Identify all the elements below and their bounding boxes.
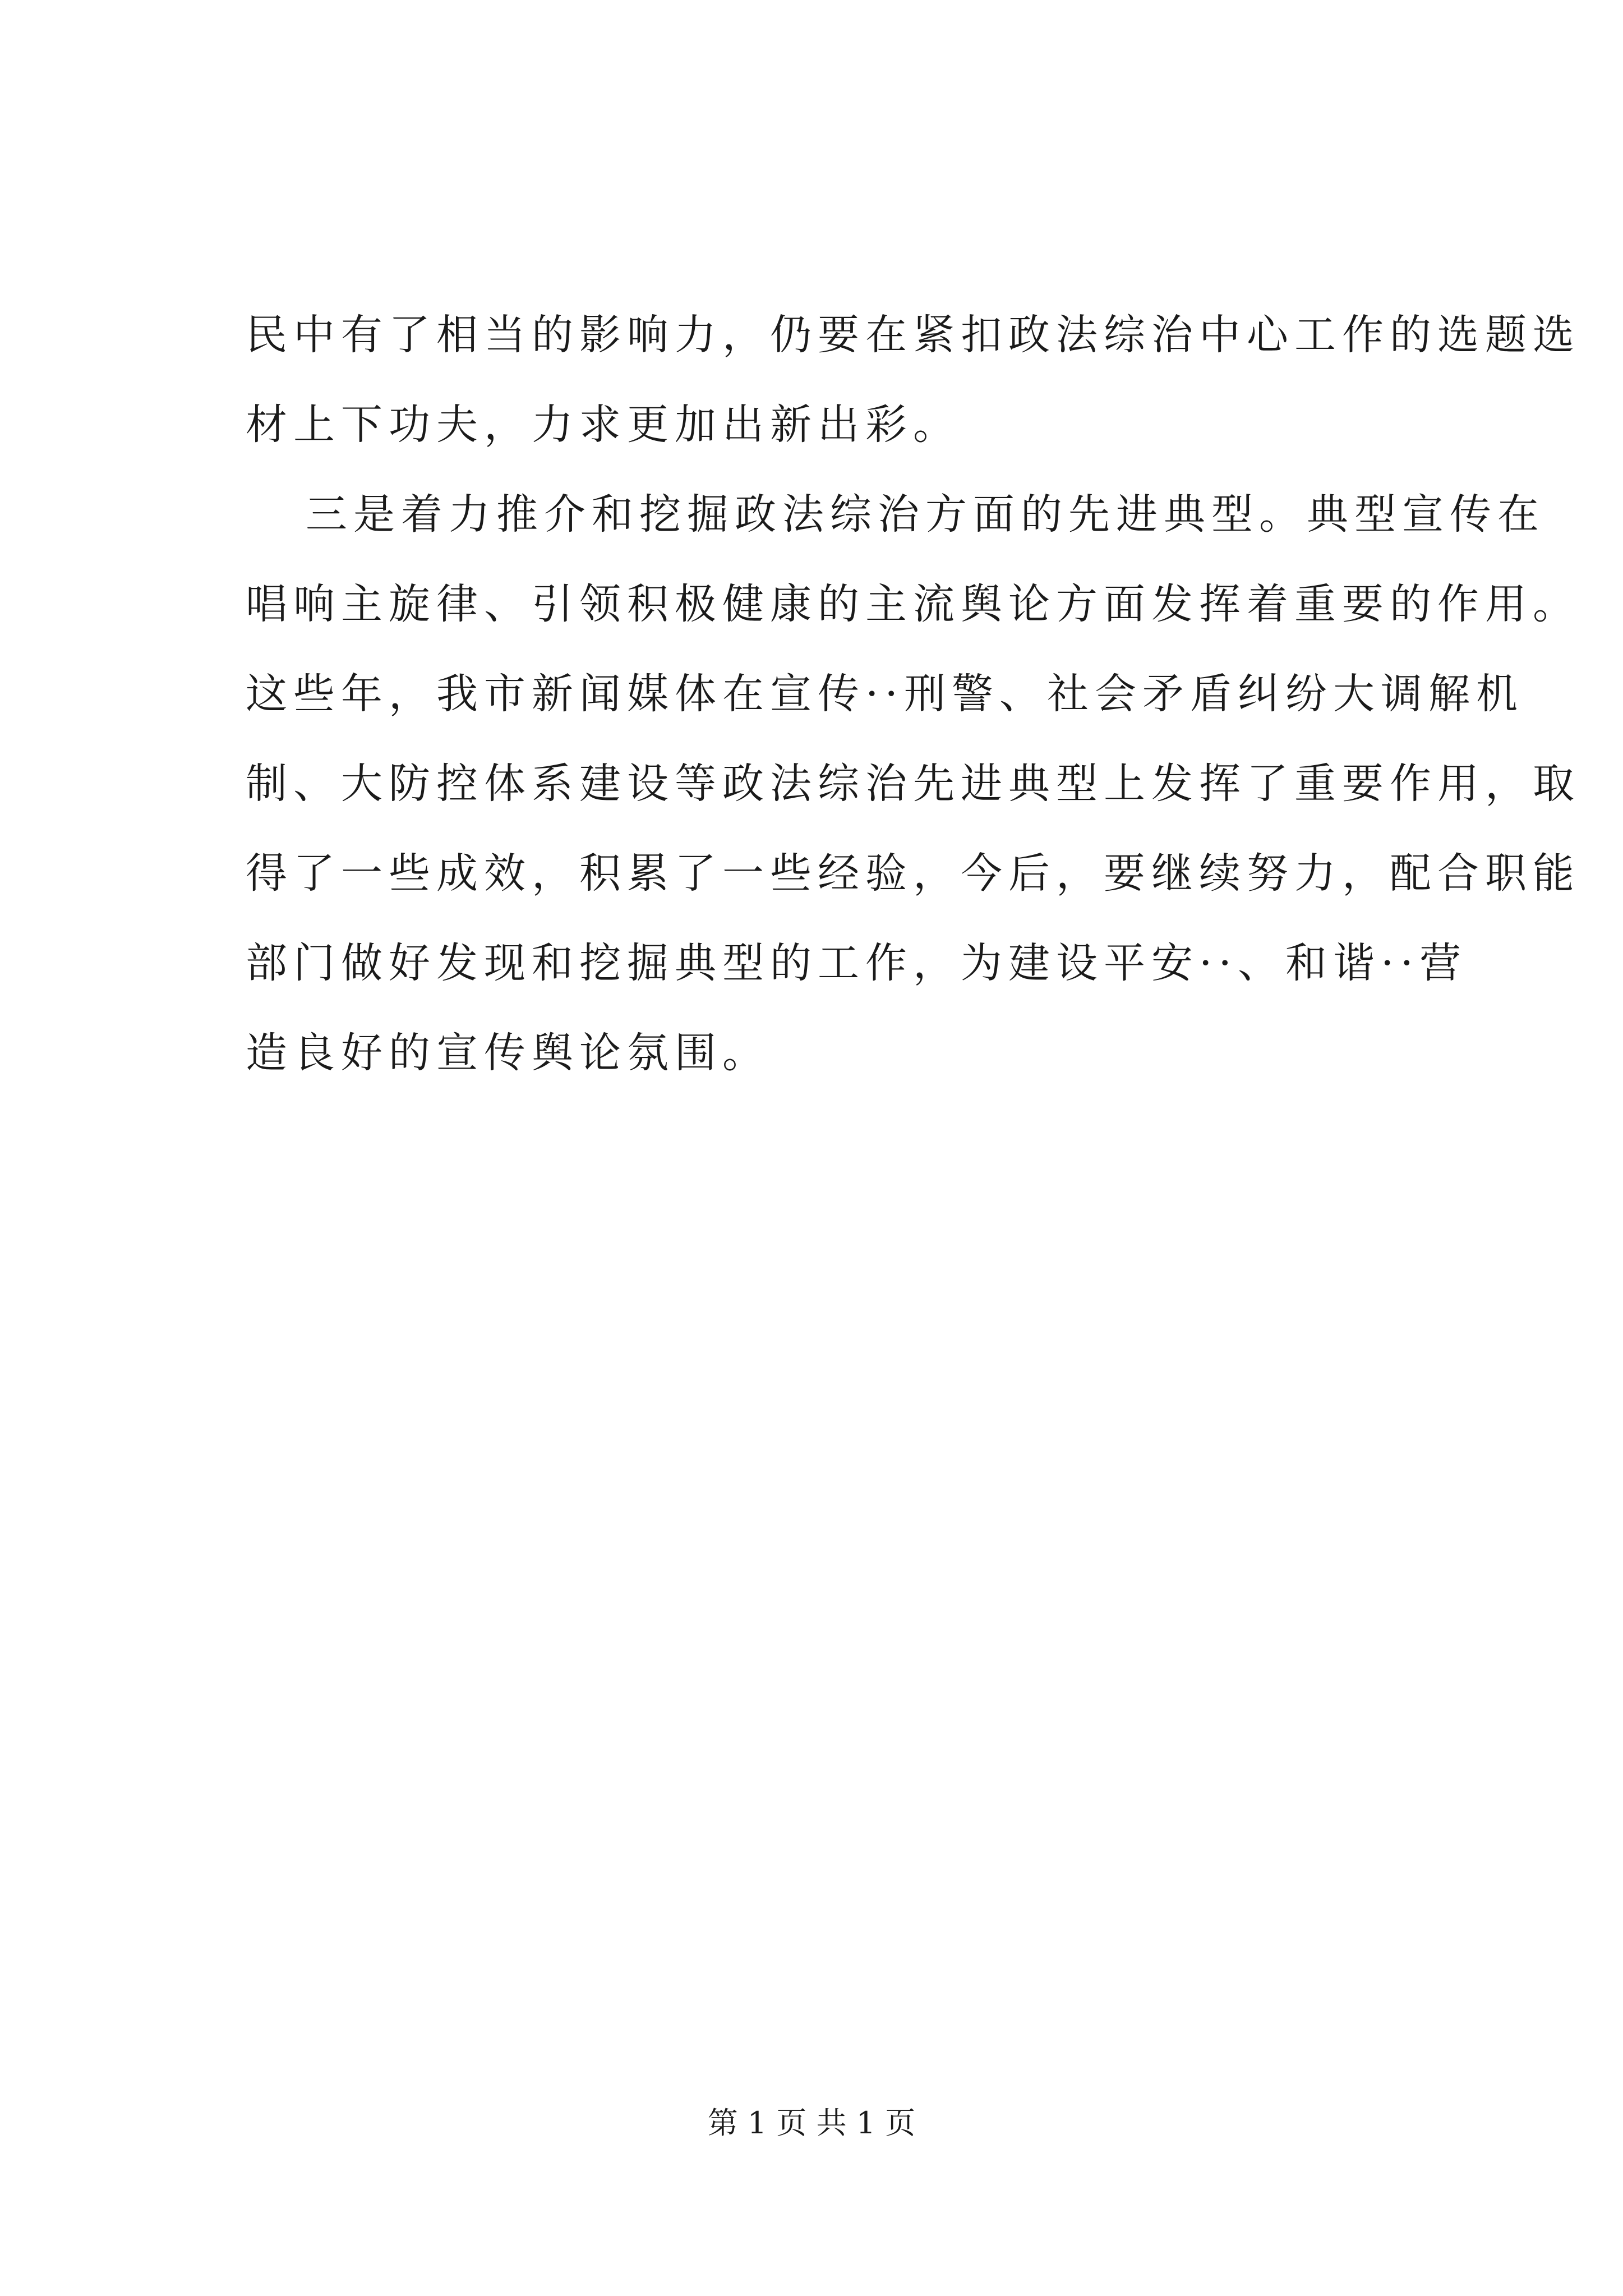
paragraph-line-3: 三是着力推介和挖掘政法综治方面的先进典型。典型宣传在	[306, 490, 1545, 539]
paragraph-line-2: 材上下功夫，力求更加出新出彩。	[246, 401, 961, 449]
paragraph-line-1: 民中有了相当的影响力，仍要在紧扣政法综治中心工作的选题选	[246, 311, 1580, 359]
paragraph-line-5: 这些年，我市新闻媒体在宣传··刑警、社会矛盾纠纷大调解机	[246, 670, 1524, 718]
paragraph-line-6: 制、大防控体系建设等政法综治先进典型上发挥了重要作用，取	[246, 760, 1580, 808]
paragraph-line-7: 得了一些成效，积累了一些经验，今后，要继续努力，配合职能	[246, 849, 1580, 898]
page-footer: 第 1 页 共 1 页	[707, 2105, 916, 2141]
paragraph-line-9: 造良好的宣传舆论氛围。	[246, 1029, 770, 1077]
paragraph-line-8: 部门做好发现和挖掘典型的工作，为建设平安··、和谐··营	[246, 939, 1468, 987]
paragraph-line-4: 唱响主旋律、引领积极健康的主流舆论方面发挥着重要的作用。	[246, 580, 1580, 628]
